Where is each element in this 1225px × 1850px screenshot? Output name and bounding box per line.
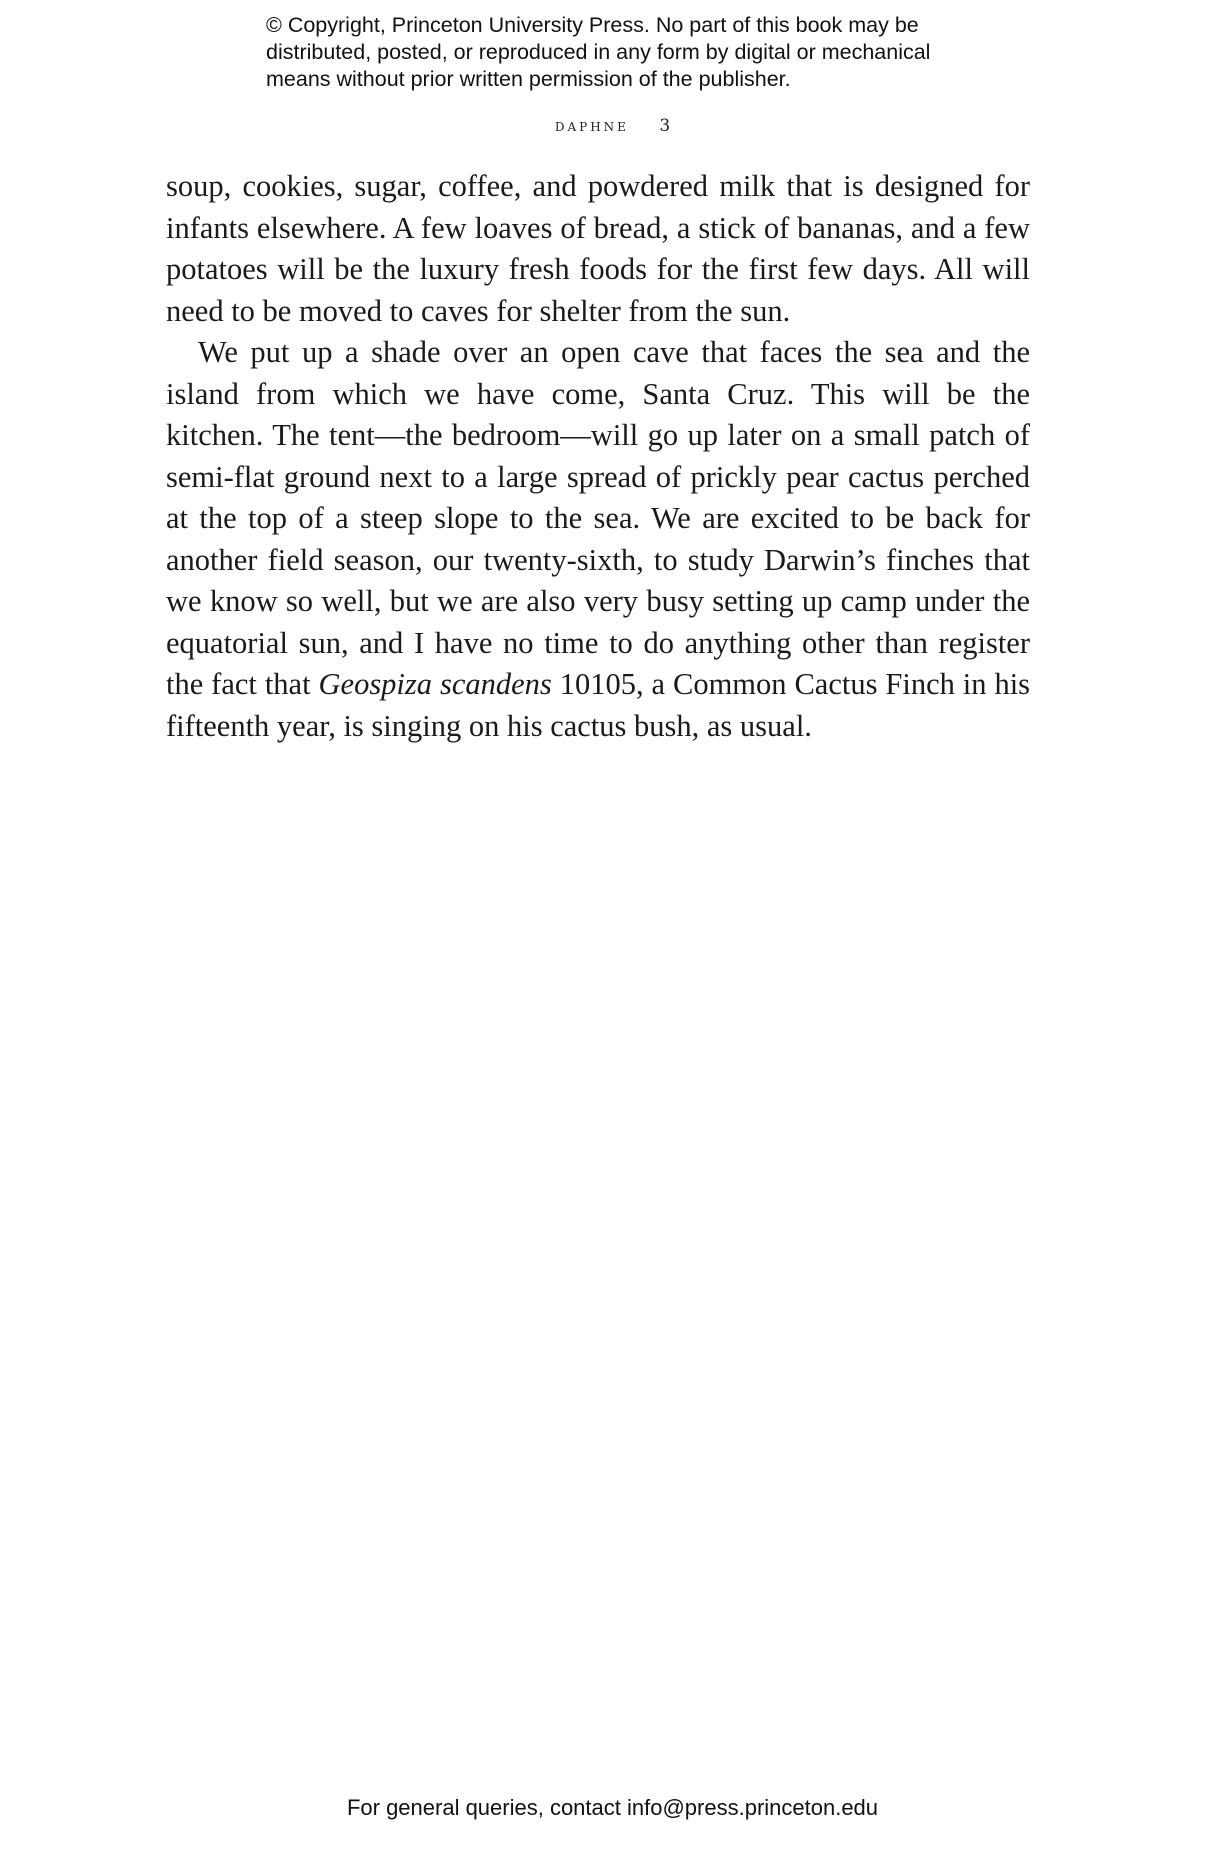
copyright-notice [266, 12, 986, 93]
paragraph-text: 10105, a Common Cactus Finch in his fifteenth year, is singing on his cactus bush, as usual. [166, 667, 1031, 743]
footer-contact: For general queries, contact info@press.princeton.edu [346, 1795, 879, 1820]
species-name: Geospiza scandens [318, 667, 552, 701]
running-head [0, 116, 1225, 136]
copyright-line-2: distributed, posted, or reproduced in any form by digital or mechanical [266, 40, 931, 64]
paragraph-text: We put up a shade over an open cave that faces the sea and the island from which we have come, Santa Cruz. This will be the kitchen. The tent—the bedroom—will go up later on a small patch of semi-flat ground next to a large spread of prickly pear cactus perched at the top of a steep slope to the sea. We are excited to be back for another field season, our twenty-sixth, to study Darwin’s finches that we know so well, but we are also very busy setting up camp under the equatorial sun, and I have no time to do anything other than register the fact that [166, 335, 1030, 701]
page-number: 3 [659, 116, 671, 136]
body-text [166, 166, 1030, 747]
paragraph [166, 332, 1030, 747]
copyright-line-1: © Copyright, Princeton University Press. No part of this book may be [266, 13, 919, 37]
copyright-line-3: means without prior written permission of the publisher. [266, 67, 791, 91]
running-head-title: daphne [554, 116, 629, 136]
paragraph: soup, cookies, sugar, coffee, and powdered milk that is designed for infants elsewhere. A few loaves of bread, a stick of bananas, and a few potatoes will be the luxury fresh foods for the first few days. All will need to be moved to caves for shelter from the sun. [166, 169, 1030, 328]
